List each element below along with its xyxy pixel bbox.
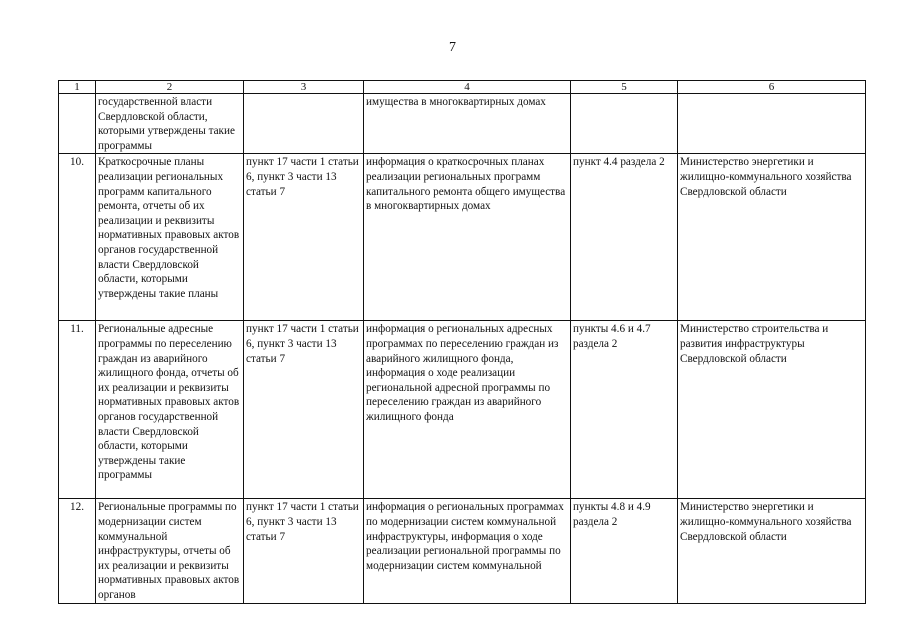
legal-basis-cell: пункт 17 части 1 статьи 6, пункт 3 части 13 статьи 7 xyxy=(244,499,364,603)
section-cell: пункты 4.8 и 4.9 раздела 2 xyxy=(571,499,678,603)
column-header: 4 xyxy=(364,81,571,94)
section-cell xyxy=(571,94,678,154)
document-name-cell: государственной власти Свердловской области, которыми утверждены такие программы xyxy=(96,94,244,154)
column-header: 3 xyxy=(244,81,364,94)
information-cell: имущества в многоквартирных домах xyxy=(364,94,571,154)
responsible-body-cell: Министерство строительства и развития инфраструктуры Свердловской области xyxy=(678,321,866,499)
column-header: 5 xyxy=(571,81,678,94)
responsible-body-cell: Министерство энергетики и жилищно-коммунального хозяйства Свердловской области xyxy=(678,499,866,603)
column-header: 2 xyxy=(96,81,244,94)
responsible-body-cell: Министерство энергетики и жилищно-коммунального хозяйства Свердловской области xyxy=(678,154,866,321)
responsible-body-cell xyxy=(678,94,866,154)
table-row xyxy=(59,499,866,603)
row-number xyxy=(59,94,96,154)
document-name-cell: Краткосрочные планы реализации региональных программ капитального ремонта, отчеты об их реализации и реквизиты нормативных правовых актов органов государственной власти Свердловской области, которыми утверждены такие планы xyxy=(96,154,244,321)
section-cell: пункт 4.4 раздела 2 xyxy=(571,154,678,321)
registry-table xyxy=(58,80,866,604)
information-cell: информация о краткосрочных планах реализации региональных программ капитального ремонта общего имущества в многоквартирных домах xyxy=(364,154,571,321)
table-header-row xyxy=(59,81,866,94)
legal-basis-cell xyxy=(244,94,364,154)
column-header: 1 xyxy=(59,81,96,94)
legal-basis-cell: пункт 17 части 1 статьи 6, пункт 3 части 13 статьи 7 xyxy=(244,321,364,499)
document-name-cell: Региональные программы по модернизации систем коммунальной инфраструктуры, отчеты об их реализации и реквизиты нормативных правовых актов органов xyxy=(96,499,244,603)
document-name-cell: Региональные адресные программы по переселению граждан из аварийного жилищного фонда, отчеты об их реализации и реквизиты нормативных правовых актов органов государственной власти Свердловской области, которыми утверждены такие программы xyxy=(96,321,244,499)
information-cell: информация о региональных программах по модернизации систем коммунальной инфраструктуры, информация о ходе реализации региональной программы по модернизации систем коммунальной xyxy=(364,499,571,603)
section-cell: пункты 4.6 и 4.7 раздела 2 xyxy=(571,321,678,499)
information-cell: информация о региональных адресных программах по переселению граждан из аварийного жилищного фонда, информация о ходе реализации региональной адресной программы по переселению граждан из аварийного жилищного фонда xyxy=(364,321,571,499)
page-number: 7 xyxy=(449,40,456,55)
table-row xyxy=(59,154,866,321)
row-number: 11. xyxy=(59,321,96,499)
table-row xyxy=(59,321,866,499)
table-row xyxy=(59,94,866,154)
row-number: 12. xyxy=(59,499,96,603)
row-number: 10. xyxy=(59,154,96,321)
legal-basis-cell: пункт 17 части 1 статьи 6, пункт 3 части 13 статьи 7 xyxy=(244,154,364,321)
column-header: 6 xyxy=(678,81,866,94)
